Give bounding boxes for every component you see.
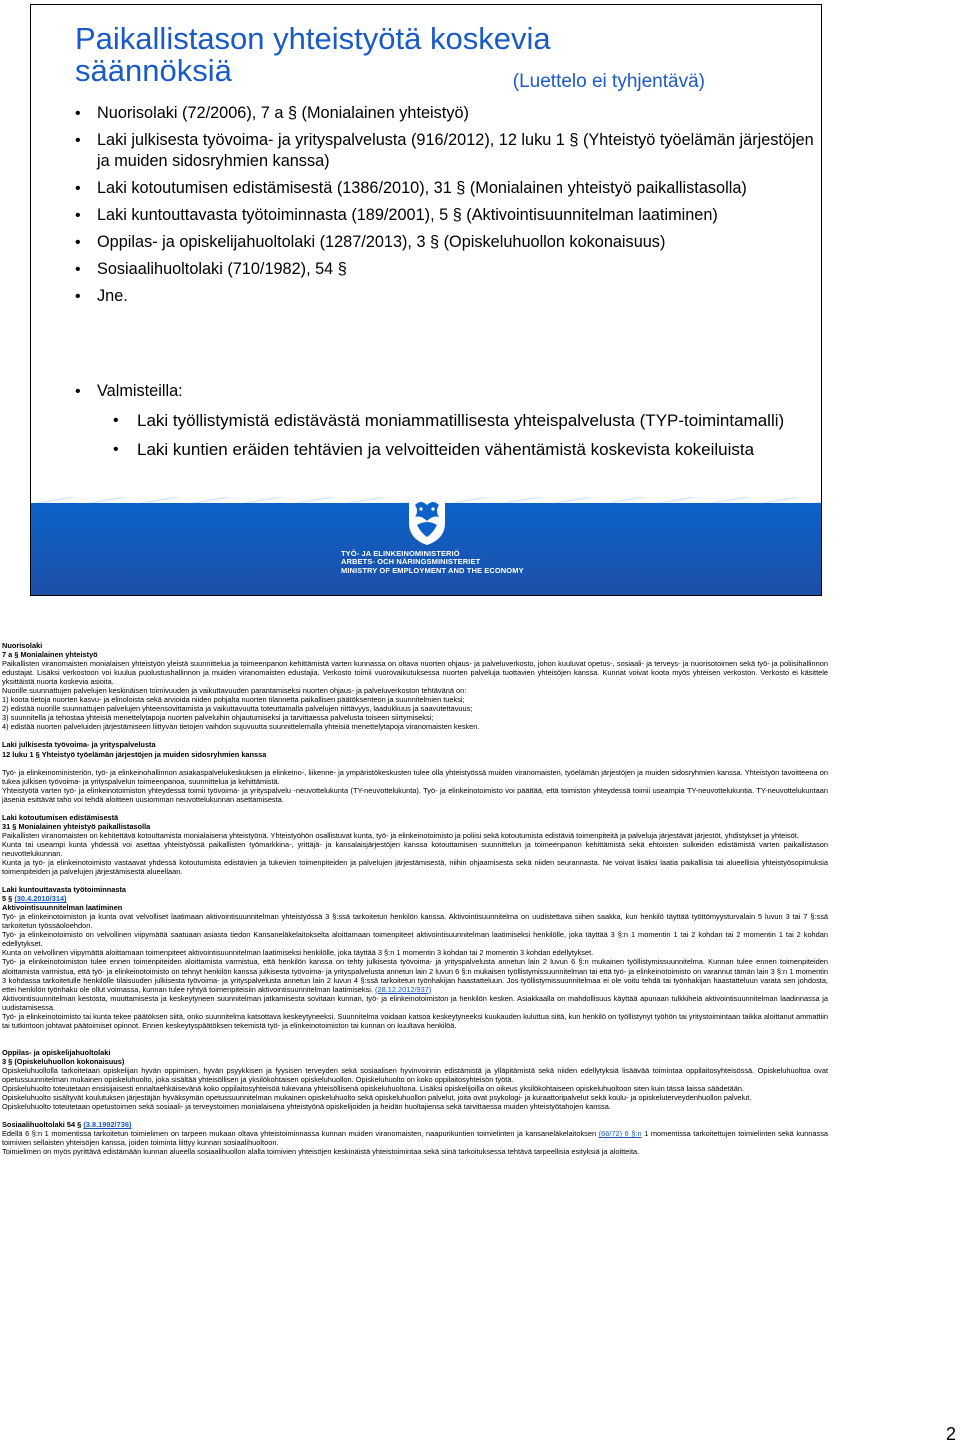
finnish-lion-crest-icon <box>405 493 449 547</box>
notes-paragraph-text: Edellä 6 §:n 1 momentissa tarkoitetun toimielimen on tarpeen mukaan oltava yhteistoiminnassa kunnan muiden viranomaisten, naapurikuntien toimielinten ja kansaneläkelaitoksen <box>2 1129 599 1139</box>
law-list-item: • Jne. <box>75 286 815 307</box>
notes-heading: Laki kuntouttavasta työtoiminnasta <box>2 885 127 895</box>
notes-paragraph: Paikallisten viranomaisten monialaisen yhteistyön yleistä suunnittelua ja toimeenpanon kehittämistä varten kunnassa on oltava nuorten ohjaus- ja palveluverkosto, johon kuuluvat opetus-, sosiaali- ja terveys- ja nuorisotoimen sekä työ- ja poliisihallinnon edustajat. Lisäksi verkostoon voi kuulua puolustushallinnon ja muiden viranomaisten edustajia. Verkosto toimii vuorovaikutuksessa nuorten palveluja tuottavien yhteisöjen kanssa. Kunnat voivat koota myös yhteisen verkoston. Verkosto ei käsittele yksittäistä nuorta koskevia asioita. <box>2 659 828 687</box>
amendment-link[interactable]: (3.8.1992/736) <box>83 1120 132 1130</box>
notes-paragraph-text: Työ- ja elinkeinotoimiston tulee ennen toimenpiteiden aloittamista varmistua, että henkilön kanssa on tehty julkisesta työvoima- ja yrityspalvelusta annetun lain 2 luvun 6 §:n mukainen työllistymissuunnitelma. Kunnan tulee ennen toimenpiteiden aloittamista varmistua, että työ- ja elinkeinotoimisto on tehnyt henkilön kanssa julkisesta työvoima- ja yrityspalvelusta annetun lain 2 luvun 6 §:n mukaisen työllistymissuunnitelman tai että työ- ja elinkeinotoimisto on varannut tämän lain 3 §:n 1 momentin 3 kohdassa tarkoitetulle henkilölle tilaisuuden julkisesta työvoima- ja yrityspalvelusta annetun lain 2 luvun 4 §:ssä tarkoitetun työnhakijan haastatteluun. Jos työllistymissuunnitelmaa ei ole voitu tehdä tai työnhakijan haastatteluun varata sen johdosta, ettei henkilön työnhaku ole ollut voimassa, kunnan tulee ryhtyä toimenpiteisiin aktivointisuunnitelman laatimiseksi. <box>2 957 828 994</box>
notes-subheading: Aktivointisuunnitelman laatiminen <box>2 903 123 913</box>
pending-list-item <box>75 381 815 461</box>
notes-paragraph: Nuorille suunnattujen palvelujen keskinäisen toimivuuden ja vaikuttavuuden parantamiseksi nuorten ohjaus- ja palveluverkoston tehtävänä on: <box>2 686 467 696</box>
slide-title <box>75 21 815 92</box>
notes-heading: Nuorisolaki <box>2 641 43 650</box>
notes-subheading: 7 a § Monialainen yhteistyö <box>2 650 98 660</box>
ministry-name-fi: TYÖ- JA ELINKEINOMINISTERIÖ <box>341 548 460 558</box>
slide-frame <box>30 4 822 596</box>
law-list-item: • Laki kuntouttavasta työtoiminnasta (189/2001), 5 § (Aktivointisuunnitelman laatiminen) <box>75 205 815 226</box>
amendment-link[interactable]: (30.4.2010/314) <box>14 894 67 904</box>
notes-paragraph: Työ- ja elinkeinotoimisto tai kunta tekee päätöksen siitä, onko suunnitelma katsottava keskeytyneeksi. Suunnitelma voidaan katsoa keskeytyneeksi kuukauden kuluttua siitä, kun henkilö on työllistynyt työhön tai yritystoimintaan taikka aloittanut ammattiin tai tutkintoon johtavat päätoimiset opinnot. Ennen keskeytyspäätöksen tekemistä työ- ja elinkeinotoimiston tai kunnan on kuultava henkilöä. <box>2 1011 828 1030</box>
pending-sublist <box>113 410 815 461</box>
slide-title-line-1: Paikallistason yhteistyötä koskevia <box>75 21 551 56</box>
law-list-item: • Sosiaalihuoltolaki (710/1982), 54 § <box>75 259 815 280</box>
notes-paragraph: Kunta ja työ- ja elinkeinotoimisto vastaavat yhdessä kotoutumista edistävien ja tukevien toimenpiteiden ja palvelujen järjestämisestä, niihin ohjaamisesta sekä niiden seurannasta. Ne voivat lisäksi laatia paikallisia tai alueellisia yhteistyösopimuksia toimenpiteiden ja palvelujen järjestämisestä alueellaan. <box>2 857 828 877</box>
notes-subheading: 3 § (Opiskeluhuollon kokonaisuus) <box>2 1056 125 1066</box>
notes-paragraph: Työ- ja elinkeinotoimisto on velvollinen viipymättä saatuaan asiasta tiedon Kansaneläkelaitokselta aloittamaan toimenpiteet aktivointisuunnitelman laatimiseksi henkilölle, joka täyttää 3 §:n 1 momentin 1 tai 2 kohdan tai 2 momentin 1 tai 2 kohdan edellytykset. <box>2 930 828 949</box>
notes-paragraph: 3) suunnitella ja tehostaa yhteisiä menettelytapoja nuorten palveluihin ohjautumiseksi ja tarvittaessa palvelusta toiseen siirtymiseksi; <box>2 713 434 723</box>
notes-paragraph: Kunta tai useampi kunta yhdessä voi asettaa yhteistyössä paikallisten työmarkkina-, yrittäjä- ja kansalaisjärjestöjen kanssa kotouttamisen suunnittelun ja toimeenpanon kehittämistä sekä ehtoisten sulkeiden edistämistä varten paikallistason neuvottelukunnan. <box>2 839 828 858</box>
notes-paragraph: Aktivointisuunnitelman kestosta, muuttamisesta ja keskeytyneen suunnitelman jatkamisesta sovitaan kunnan, työ- ja elinkeinotoimiston ja henkilön kesken. Asiakkaalla on mahdollisuus käyttää apunaan tulkkiheiä aktivointisuunnitelman laadinnassa ja uudistamisessa. <box>2 993 828 1012</box>
notes-paragraph <box>2 957 828 993</box>
notes-heading: Laki kotoutumisen edistämisestä <box>2 812 119 822</box>
ministry-name <box>341 550 524 576</box>
notes-paragraph: Opiskeluhuolto toteutetaan opetustoimen sekä sosiaali- ja terveystoimen monialaisena yhteistyönä opiskelijoiden ja heidän huoltajiensa sekä tarvittaessa muiden yhteistyötahojen kanssa. <box>2 1102 611 1112</box>
notes-paragraph: Työ- ja elinkeinoministeriön, työ- ja elinkeinohallinnon asiakaspalvelukeskuksen ja elinkeino-, liikenne- ja ympäristökeskusten tulee olla yhteistyössä muiden viranomaisten, työelämän järjestöjen ja muiden sidosryhmien kanssa. Yhteistyön tavoitteena on tukea julkisen työvoima- ja yrityspalvelun toimeenpanoa, suunnittelua ja kehittämistä. <box>2 767 828 786</box>
law-list-item: • Oppilas- ja opiskelijahuoltolaki (1287/2013), 3 § (Opiskeluhuollon kokonaisuus) <box>75 232 815 253</box>
notes-paragraph: 2) edistää nuorille suunnattujen palvelujen yhteensovittamista ja vaikuttavuutta toteuttamalla palvelujen riittävyys, laadukkuus ja saavutettavuus; <box>2 704 473 714</box>
slide-title-line-2: säännöksiä <box>75 53 232 88</box>
notes-paragraph: Opiskeluhuolto sisältyvät koulutuksen järjestäjän hyväksymän opetussuunnitelman mukainen opiskeluhuolto sekä opiskeluhuollon palvelut, joita ovat psykologi- ja kuraattoripalvelut sekä koulu- ja opiskeluterveydenhuollon palvelut. <box>2 1093 752 1103</box>
law-list-item: • Nuorisolaki (72/2006), 7 a § (Monialainen yhteistyö) <box>75 103 815 124</box>
notes-paragraph: Opiskeluhuolto toteutetaan ensisijaisesti ennaltaehkäisevänä koko oppilaitosyhteisöä tukevana yhteisöllisenä opiskeluhuoltona. Lisäksi opiskelijoilla on oikeus yksilökohtaiseen opiskeluhuoltoon siten kuin tässä laissa säädetään. <box>2 1084 744 1094</box>
notes-paragraph <box>2 1129 828 1147</box>
notes-heading-prefix: Sosiaalihuoltolaki 54 § <box>2 1120 84 1130</box>
pending-list <box>75 381 815 468</box>
notes-paragraph: Opiskeluhuollolla tarkoitetaan opiskelijan hyvän oppimisen, hyvän psyykkisen ja fyysisen terveyden sekä sosiaalisen hyvinvoinnin edistämistä ja ylläpitämistä sekä niiden edellytyksiä lisäävää toimintaa oppilaitosyhteisössä. Opiskeluhuoltoa ovat opetussuunnitelman mukainen opiskeluhuolto, joka sisältää yhteisöllisen ja yksilökohtaisen opiskeluhuollon. Opiskeluhuolto on koko oppilaitosyhteisön työtä. <box>2 1065 828 1084</box>
law-list-item: • Laki julkisesta työvoima- ja yrityspalvelusta (916/2012), 12 luku 1 § (Yhteistyö työelämän järjestöjen ja muiden sidosryhmien kanssa) <box>75 130 815 172</box>
pending-sublist-item: • Laki kuntien eräiden tehtävien ja velvoitteiden vähentämistä koskevista kokeiluista <box>113 439 815 461</box>
notes-heading <box>2 1120 828 1129</box>
speaker-notes <box>2 641 828 1156</box>
notes-paragraph: Kunta on velvollinen viipymättä aloittamaan toimenpiteet aktivointisuunnitelman laatimiseksi henkilölle, joka täyttää 3 §:n 1 momentin 3 kohdan tai 2 momentin 3 kohdan edellytykset. <box>2 948 594 958</box>
pending-label: Valmisteilla: <box>97 382 183 400</box>
law-list-item: • Laki kotoutumisen edistämisestä (1386/2010), 31 § (Monialainen yhteistyö paikallistasolla) <box>75 178 815 199</box>
law-reference-link[interactable]: (66/72) 6 §:n <box>598 1129 642 1139</box>
notes-paragraph: Yhteistyötä varten työ- ja elinkeinotoimiston yhteydessä toimii työvoima- ja yrityspalvelu -neuvottelukunta (TY-neuvottelukunta). Työ- ja elinkeinotoimisto voi päättää, että toimiston yhteydessä toimii useampia TY-neuvottelukuntia. TY-neuvottelukuntaan jäseniä esittävät taho voi tehdä aloitteen uusiomman neuvottelukunnan asettamisesta. <box>2 785 828 804</box>
notes-subheading: 12 luku 1 § Yhteistyö työelämän järjestöjen ja muiden sidosryhmien kanssa <box>2 749 267 759</box>
notes-heading: Oppilas- ja opiskelijahuoltolaki <box>2 1047 111 1057</box>
notes-subheading: 31 § Monialainen yhteistyö paikallistasolla <box>2 821 151 831</box>
notes-paragraph-text: 1 momentissa tarkoitettujen toimielinten sekä kunnassa toimivien sellaisten yhteisöjen kanssa, joiden toiminta liittyy kunnan sosiaalihuoltoon. <box>2 1129 828 1148</box>
notes-paragraph: Työ- ja elinkeinotoimiston ja kunta ovat velvolliset laatimaan aktivointisuunnitelman yhteistyössä 3 §:ssä tarkoitetun henkilön kanssa. Aktivointisuunnitelma on uudistettava siihen saakka, kun henkilö täyttää työttömyysturvalain 5 luvun 3 tai 7 §:ssä tarkoitetun työssäoloehdon. <box>2 912 828 931</box>
notes-subheading-prefix: 5 § <box>2 894 15 904</box>
page-number: 2 <box>945 1424 956 1444</box>
ministry-name-en: MINISTRY OF EMPLOYMENT AND THE ECONOMY <box>341 565 524 575</box>
notes-paragraph: 1) koota tietoja nuorten kasvu- ja elinoloista sekä arvioida niiden pohjalta nuorten tilannetta paikallisen päätöksenteon ja suunnitelmien tueksi; <box>2 695 465 705</box>
notes-paragraph: Paikallisten viranomaisten on kehitettävä kotouttamista monialaisena yhteistyönä. Yhteistyöhön osallistuvat kunta, työ- ja elinkeinotoimisto ja poliisi sekä kotoutumista edistäviä toimenpiteitä ja palveluja järjestävät järjestöt, yhdistykset ja yhteisöt. <box>2 830 799 840</box>
notes-subheading <box>2 894 828 903</box>
ministry-name-sv: ARBETS- OCH NÄRINGSMINISTERIET <box>341 557 481 566</box>
notes-paragraph: 4) edistää nuorten palveluiden järjestämiseen liittyvän tietojen vaihdon sujuvuutta suunnittelemalla yhteisiä menettelytapoja viranomaisten kesken. <box>2 722 480 732</box>
notes-heading: Laki julkisesta työvoima- ja yrityspalvelusta <box>2 740 156 750</box>
amendment-link[interactable]: (28.12.2012/937) <box>375 984 432 994</box>
slide-title-note: (Luettelo ei tyhjentävä) <box>512 71 705 92</box>
law-list <box>75 103 815 313</box>
notes-paragraph: Toimielimen on myös pyrittävä edistämään kunnan alueella sosiaalihuollon alalla toimivien yhteisöjen keskinäistä yhteistoimintaa sekä siinä tarkoituksessa tehtävä tarpeellisia esityksiä ja aloitteita. <box>2 1147 640 1157</box>
pending-sublist-item: • Laki työllistymistä edistävästä moniammatillisesta yhteispalvelusta (TYP-toimintamalli) <box>113 410 815 432</box>
